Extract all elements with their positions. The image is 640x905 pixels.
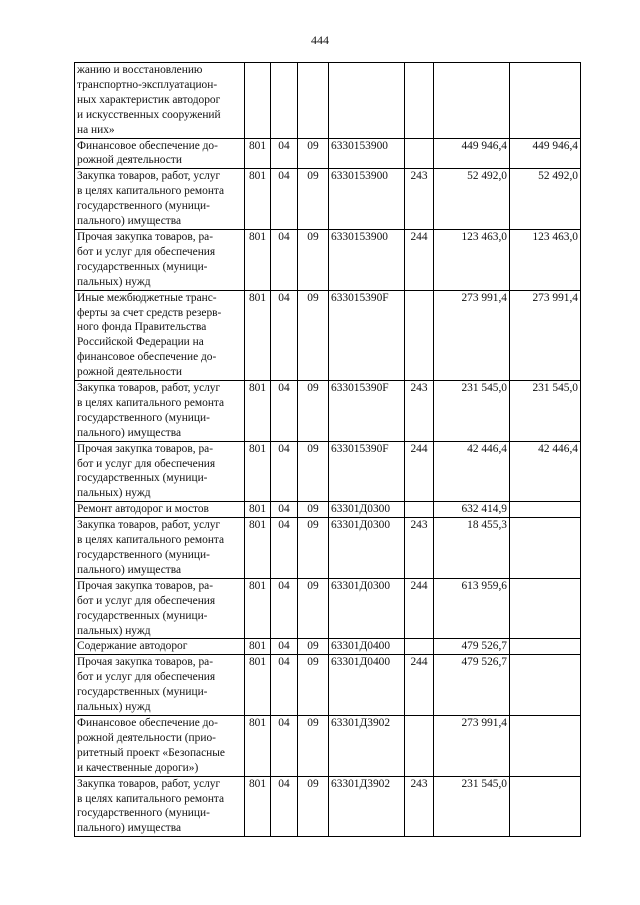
subsection-code-cell [298,63,329,139]
item-name-line: на них» [77,123,115,136]
amount-cell: 273 991,4 [434,715,510,776]
item-name-line: Закупка товаров, работ, услуг [77,382,221,395]
subsection-code-cell: 09 [298,441,329,502]
section-code-cell: 04 [271,578,298,639]
table-row [75,441,581,502]
subsection-code-cell: 09 [298,169,329,230]
ved-code-cell [245,63,271,139]
item-name-line: Ремонт автодорог и мостов [77,503,209,516]
item-name-line: Прочая закупка товаров, ра- [77,656,213,669]
section-code-cell: 04 [271,518,298,579]
item-name-line: рожной деятельности (прио- [77,731,216,744]
amount-cell: 632 414,9 [434,502,510,518]
amount-cell-2: 123 463,0 [510,229,581,290]
table-row [75,381,581,442]
item-name-cell [75,441,245,502]
target-article-cell: 6330153900 [329,138,405,169]
item-name-line: пальных) нужд [77,275,151,288]
expense-type-cell: 243 [405,518,434,579]
item-name-line: в целях капитального ремонта [77,792,225,805]
target-article-cell: 63301Д3902 [329,776,405,837]
subsection-code-cell: 09 [298,290,329,380]
target-article-cell: 63301Д0400 [329,655,405,716]
ved-code-cell: 801 [245,138,271,169]
item-name-line: пального) имущества [77,426,182,439]
ved-code-cell: 801 [245,639,271,655]
subsection-code-cell: 09 [298,229,329,290]
item-name-line: транспортно-эксплуатацион- [77,78,218,91]
amount-cell: 18 455,3 [434,518,510,579]
amount-cell: 231 545,0 [434,776,510,837]
expense-type-cell: 243 [405,381,434,442]
table-row [75,502,581,518]
item-name-line: Прочая закупка товаров, ра- [77,230,213,243]
section-code-cell: 04 [271,715,298,776]
item-name-line: Финансовое обеспечение до- [77,716,218,729]
amount-cell-2 [510,655,581,716]
budget-table [74,62,581,837]
expense-type-cell [405,290,434,380]
target-article-cell: 6330153900 [329,229,405,290]
item-name-cell [75,578,245,639]
item-name-line: бот и услуг для обеспечения [77,671,216,684]
item-name-cell [75,381,245,442]
target-article-cell: 63301Д0400 [329,639,405,655]
table-row [75,229,581,290]
subsection-code-cell: 09 [298,381,329,442]
target-article-cell: 63301Д0300 [329,502,405,518]
table-row [75,639,581,655]
amount-cell-2: 52 492,0 [510,169,581,230]
ved-code-cell: 801 [245,169,271,230]
item-name-cell [75,169,245,230]
amount-cell: 123 463,0 [434,229,510,290]
table-row [75,776,581,837]
item-name-line: Закупка товаров, работ, услуг [77,519,221,532]
table-body [75,63,581,837]
expense-type-cell: 244 [405,229,434,290]
item-name-line: государственного (муници- [77,807,210,820]
section-code-cell: 04 [271,381,298,442]
item-name-line: государственных (муници- [77,260,208,273]
subsection-code-cell: 09 [298,715,329,776]
amount-cell: 273 991,4 [434,290,510,380]
subsection-code-cell: 09 [298,518,329,579]
ved-code-cell: 801 [245,381,271,442]
target-article-cell: 6330153900 [329,169,405,230]
item-name-line: Закупка товаров, работ, услуг [77,777,221,790]
expense-type-cell: 243 [405,776,434,837]
amount-cell-2 [510,518,581,579]
item-name-line: Финансовое обеспечение до- [77,139,218,152]
item-name-line: пальных) нужд [77,624,151,637]
item-name-line: пальных) нужд [77,701,151,714]
amount-cell: 52 492,0 [434,169,510,230]
item-name-line: Закупка товаров, работ, услуг [77,170,221,183]
item-name-line: пальных) нужд [77,487,151,500]
section-code-cell: 04 [271,229,298,290]
target-article-cell: 63301Д3902 [329,715,405,776]
item-name-cell [75,639,245,655]
item-name-cell [75,63,245,139]
table-row [75,518,581,579]
subsection-code-cell: 09 [298,639,329,655]
section-code-cell: 04 [271,169,298,230]
target-article-cell: 633015390F [329,290,405,380]
subsection-code-cell: 09 [298,502,329,518]
amount-cell [434,63,510,139]
item-name-line: бот и услуг для обеспечения [77,245,216,258]
item-name-line: ферты за счет средств резерв- [77,306,222,319]
item-name-line: государственных (муници- [77,686,208,699]
item-name-line: в целях капитального ремонта [77,534,225,547]
item-name-line: государственного (муници- [77,200,210,213]
item-name-line: и качественные дороги») [77,761,199,774]
item-name-cell [75,655,245,716]
table-row [75,715,581,776]
amount-cell-2: 449 946,4 [510,138,581,169]
item-name-line: и искусственных сооружений [77,108,221,121]
ved-code-cell: 801 [245,290,271,380]
item-name-line: государственных (муници- [77,472,208,485]
expense-type-cell: 243 [405,169,434,230]
amount-cell-2 [510,715,581,776]
table-row [75,578,581,639]
expense-type-cell: 244 [405,441,434,502]
item-name-line: пального) имущества [77,563,182,576]
item-name-cell [75,715,245,776]
item-name-line: в целях капитального ремонта [77,396,225,409]
item-name-line: Иные межбюджетные транс- [77,291,217,304]
amount-cell: 479 526,7 [434,655,510,716]
item-name-line: в целях капитального ремонта [77,185,225,198]
amount-cell-2: 231 545,0 [510,381,581,442]
section-code-cell: 04 [271,290,298,380]
item-name-line: Российской Федерации на [77,336,204,349]
item-name-line: пального) имущества [77,215,182,228]
amount-cell: 231 545,0 [434,381,510,442]
item-name-cell [75,138,245,169]
subsection-code-cell: 09 [298,138,329,169]
item-name-line: Прочая закупка товаров, ра- [77,442,213,455]
item-name-line: государственного (муници- [77,549,210,561]
page-number: 444 [311,33,329,47]
section-code-cell: 04 [271,776,298,837]
section-code-cell: 04 [271,138,298,169]
item-name-line: рожной деятельности [77,154,182,167]
ved-code-cell: 801 [245,715,271,776]
ved-code-cell: 801 [245,502,271,518]
table-row [75,655,581,716]
item-name-line: бот и услуг для обеспечения [77,594,216,607]
subsection-code-cell: 09 [298,578,329,639]
item-name-line: государственных (муници- [77,609,208,622]
amount-cell-2 [510,639,581,655]
expense-type-cell [405,639,434,655]
ved-code-cell: 801 [245,441,271,502]
item-name-line: бот и услуг для обеспечения [77,457,216,470]
ved-code-cell: 801 [245,578,271,639]
expense-type-cell [405,715,434,776]
target-article-cell [329,63,405,139]
section-code-cell [271,63,298,139]
table-row [75,290,581,380]
section-code-cell: 04 [271,639,298,655]
section-code-cell: 04 [271,502,298,518]
amount-cell-2 [510,776,581,837]
target-article-cell: 633015390F [329,441,405,502]
ved-code-cell: 801 [245,229,271,290]
item-name-line: государственного (муници- [77,411,210,424]
item-name-cell [75,229,245,290]
ved-code-cell: 801 [245,655,271,716]
amount-cell-2 [510,578,581,639]
amount-cell-2: 273 991,4 [510,290,581,380]
target-article-cell: 63301Д0300 [329,578,405,639]
item-name-line: Содержание автодорог [77,640,188,653]
item-name-line: Прочая закупка товаров, ра- [77,579,213,592]
amount-cell-2 [510,63,581,139]
amount-cell-2: 42 446,4 [510,441,581,502]
subsection-code-cell: 09 [298,655,329,716]
expense-type-cell: 244 [405,655,434,716]
item-name-cell [75,518,245,579]
table-row [75,169,581,230]
item-name-line: ных характеристик автодорог [77,93,221,106]
amount-cell: 42 446,4 [434,441,510,502]
item-name-line: жанию и восстановлению [77,64,203,76]
section-code-cell: 04 [271,441,298,502]
item-name-line: ного фонда Правительства [77,321,207,334]
item-name-line: ритетный проект «Безопасные [77,746,225,759]
subsection-code-cell: 09 [298,776,329,837]
ved-code-cell: 801 [245,776,271,837]
amount-cell: 613 959,6 [434,578,510,639]
section-code-cell: 04 [271,655,298,716]
expense-type-cell: 244 [405,578,434,639]
target-article-cell: 633015390F [329,381,405,442]
ved-code-cell: 801 [245,518,271,579]
item-name-line: финансовое обеспечение до- [77,351,217,364]
target-article-cell: 63301Д0300 [329,518,405,579]
table-row [75,138,581,169]
amount-cell: 479 526,7 [434,639,510,655]
expense-type-cell [405,138,434,169]
item-name-line: пального) имущества [77,822,182,835]
amount-cell: 449 946,4 [434,138,510,169]
expense-type-cell [405,502,434,518]
item-name-cell [75,502,245,518]
table-row [75,63,581,139]
expense-type-cell [405,63,434,139]
item-name-line: рожной деятельности [77,366,182,379]
item-name-cell [75,776,245,837]
item-name-cell [75,290,245,380]
amount-cell-2 [510,502,581,518]
